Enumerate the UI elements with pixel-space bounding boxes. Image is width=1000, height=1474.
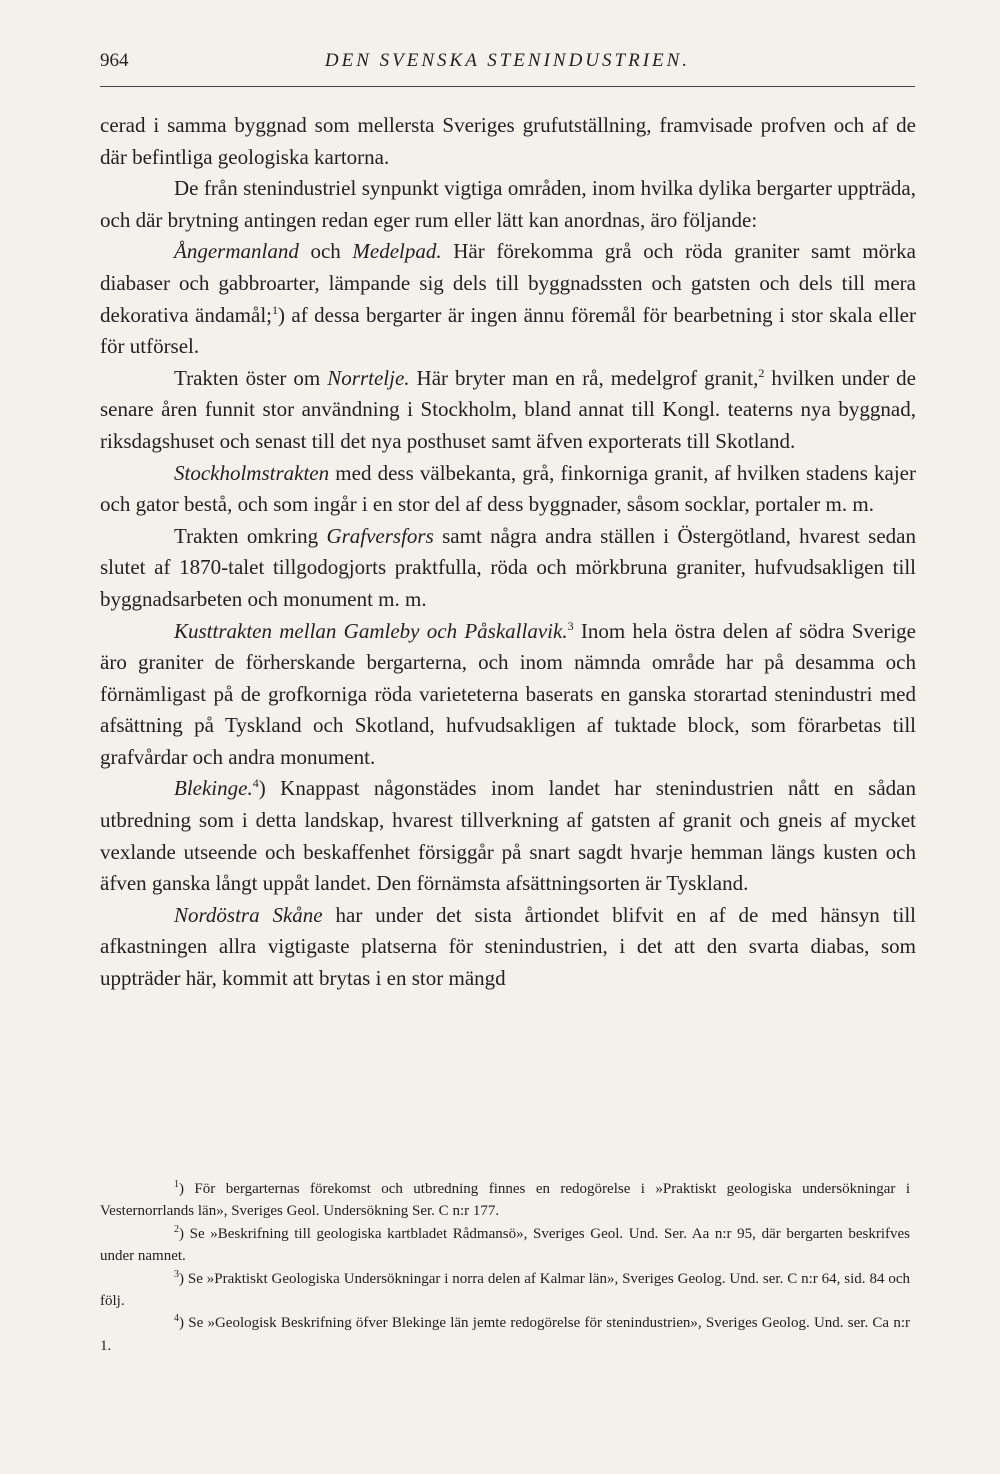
- footnote: [100, 1178, 910, 1223]
- footnote-ref: 3: [567, 618, 574, 633]
- paragraph-5: [100, 458, 916, 521]
- paragraph-text: med dess välbekanta, grå, finkorniga granit, af hvilken stadens kajer och gator bestå, och som ingår i en stor del af dess byggnader, såsom socklar, portaler m. m.: [100, 460, 916, 517]
- paragraph-6: [100, 521, 916, 616]
- footnote-text: ) Se »Praktiskt Geologiska Undersökningar i norra delen af Kalmar län», Sveriges Geolog. Und. ser. C n:r 64, sid. 84 och följ.: [100, 1270, 910, 1310]
- paragraph-8: [100, 773, 916, 899]
- footnote-mark: 2: [174, 1223, 179, 1235]
- footnote-ref: 4: [252, 776, 259, 791]
- paragraph-9: [100, 900, 916, 995]
- place-name: Kusttrakten mellan Gamleby och Påskallavik.: [174, 618, 568, 643]
- footnote-text: ) Se »Beskrifning till geologiska kartbladet Rådmansö», Sveriges Geol. Und. Ser. Aa n:r 95, där bergarten beskrifves under namnet.: [100, 1225, 910, 1265]
- paragraph-text: hvilken under de senare åren funnit stor användning i Stockholm, bland annat till Kongl. teaterns nya byggnad, riksdagshuset och senast till det nya posthuset samt äfven exporterats till Skotland.: [100, 365, 916, 453]
- header-rule: [100, 86, 915, 87]
- paragraph-3: [100, 236, 916, 362]
- paragraph-text: samt några andra ställen i Östergötland, hvarest sedan slutet af 1870-talet tillgodogjorts praktfulla, röda och mörkbruna graniter, hufvudsakligen till byggnadsarbeten och monument m. m.: [100, 523, 916, 611]
- paragraph-text: har under det sista årtiondet blifvit en af de med hänsyn till afkastningen allra vigtigaste platserna för stenindustrien, i det att den svarta diabas, som uppträder här, kommit att brytas i en stor mängd: [100, 902, 916, 991]
- footnotes: [100, 1178, 910, 1357]
- page-header: [100, 50, 915, 76]
- paragraph-text: ) af dessa bergarter är ingen ännu föremål för bearbetning i stor skala eller för utförsel.: [100, 302, 916, 359]
- footnote-mark: 1: [174, 1179, 179, 1190]
- footnote-mark: 4: [174, 1313, 179, 1325]
- footnote: [100, 1223, 910, 1268]
- place-name: Ångermanland: [174, 239, 299, 264]
- body-text: [100, 110, 916, 995]
- paragraph-text: ) Knappast någonstädes inom landet har stenindustrien nått en sådan utbredning som i detta landskap, hvarest tillverkning af gatsten af granit och gneis af mycket vexlande utseende och beskaffenhet försiggår på snart sagdt hvarje hemman längs kusten och äfven ganska långt uppåt landet. Den förnämsta afsättningsorten är Tyskland.: [100, 776, 916, 896]
- joiner-text: och: [298, 239, 353, 264]
- footnote-mark: 3: [174, 1268, 179, 1280]
- place-name: Blekinge.: [174, 776, 253, 801]
- place-name: Nordöstra Skåne: [174, 902, 323, 927]
- paragraph-text: Här förekomma grå och röda graniter samt mörka diabaser och gabbroarter, lämpande sig dels till byggnadssten och gatsten och dels till mera dekorativa ändamål;: [100, 239, 916, 327]
- paragraph-text: Inom hela östra delen af södra Sverige äro graniter de förherskande bergarterna, och inom nämnda område har på desamma och förnämligast på de grofkorniga röda varieteterna baserats en ganska storartad stenindustri med afsättning på Tyskland och Skotland, hufvudsakligen af tuktade block, som förarbetas till grafvårdar och andra monument.: [100, 618, 916, 769]
- footnote-ref: 1: [272, 302, 278, 317]
- place-name: Medelpad.: [352, 239, 442, 264]
- footnote-text: ) För bergarternas förekomst och utbredning finnes en redogörelse i »Praktiskt geologiska undersökningar i Vesternorrlands län», Sveriges Geol. Undersökning Ser. C n:r 177.: [100, 1181, 910, 1220]
- paragraph-text: Här bryter man en rå, medelgrof granit,: [409, 365, 759, 390]
- place-name: Norrtelje.: [327, 365, 410, 390]
- paragraph-2: De från stenindustriel synpunkt vigtiga områden, inom hvilka dylika bergarter uppträda, och där brytning antingen redan eger rum eller lätt kan anordnas, äro följande:: [100, 176, 916, 232]
- place-name: Stockholmstrakten: [174, 460, 330, 485]
- footnote: [100, 1268, 910, 1313]
- footnote-text: ) Se »Geologisk Beskrifning öfver Blekinge län jemte redogörelse för stenindustrien», Sveriges Geolog. Und. ser. Ca n:r 1.: [100, 1315, 910, 1354]
- paragraph-lead: Trakten öster om: [174, 365, 328, 390]
- footnote: [100, 1312, 910, 1357]
- paragraph-1: cerad i samma byggnad som mellersta Sveriges grufutställning, framvisade profven och af de där befintliga geologiska kartorna.: [100, 113, 916, 169]
- paragraph-7: [100, 616, 916, 774]
- paragraph-4: [100, 363, 916, 458]
- place-name: Grafversfors: [326, 523, 434, 548]
- running-title: DEN SVENSKA STENINDUSTRIEN.: [324, 50, 691, 71]
- page-number: 964: [100, 50, 129, 71]
- paragraph-lead: Trakten omkring: [174, 523, 327, 548]
- footnote-ref: 2: [758, 365, 765, 380]
